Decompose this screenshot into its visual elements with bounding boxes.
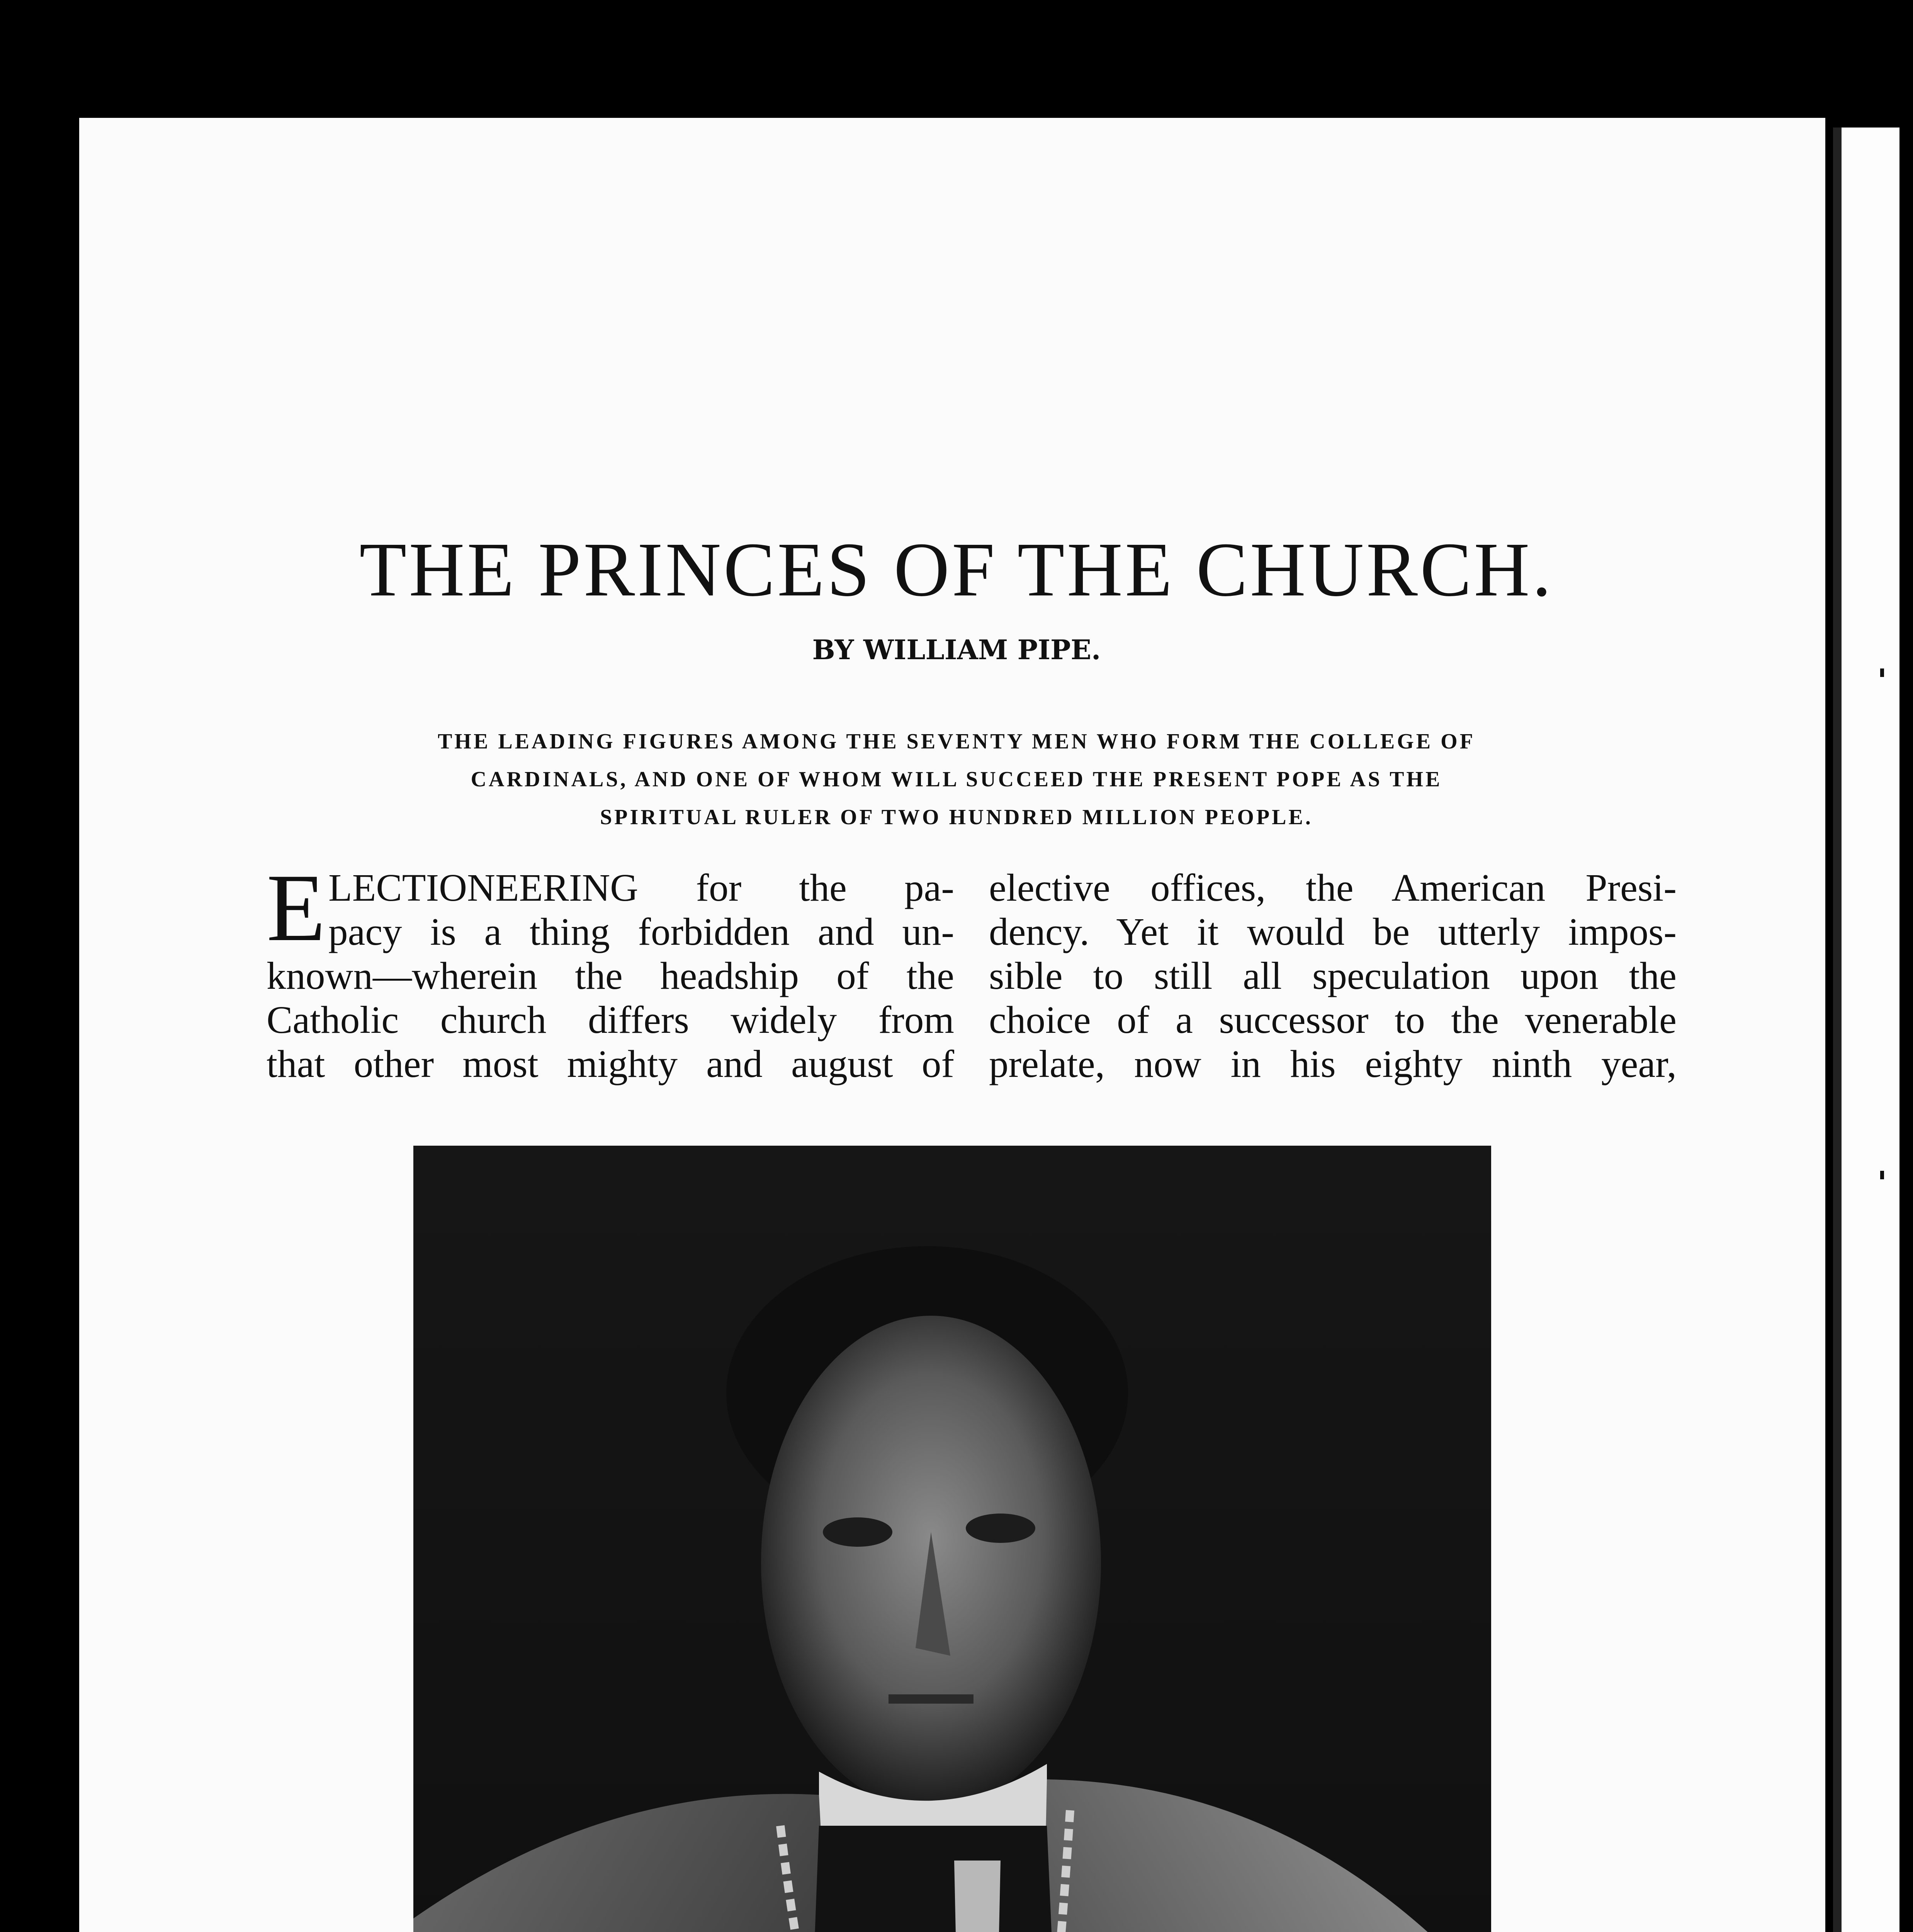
body-column-left — [267, 854, 954, 1086]
text-line: choice of a successor to the venerable — [989, 998, 1677, 1041]
text-line: known—wherein the headship of the — [267, 954, 954, 997]
deck-line: THE LEADING FIGURES AMONG THE SEVENTY MEN WHO FORM THE COLLEGE OF — [438, 730, 1475, 753]
text-line: LECTIONEERING for the pa- — [328, 866, 954, 909]
edge-mark — [1880, 668, 1884, 677]
text-line: that other most mighty and august of — [267, 1042, 954, 1085]
text-line: Catholic church differs widely from — [267, 998, 954, 1041]
portrait-image — [413, 1146, 1491, 1932]
text-line: dency. Yet it would be utterly impos- — [989, 910, 1677, 953]
text-line: sible to still all speculation upon the — [989, 954, 1677, 997]
portrait-photograph — [413, 1146, 1491, 1932]
body-column-right — [989, 866, 1677, 1086]
text-line: pacy is a thing forbidden and un- — [328, 910, 954, 953]
edge-mark — [1880, 1171, 1884, 1179]
article-deck — [0, 723, 1913, 836]
article-title: THE PRINCES OF THE CHURCH. — [359, 527, 1554, 612]
deck-line: SPIRITUAL RULER OF TWO HUNDRED MILLION PEOPLE. — [600, 805, 1313, 829]
author-byline: BY WILLIAM PIPE. — [812, 634, 1101, 666]
next-page-edge — [1833, 128, 1899, 1932]
text-line: elective offices, the American Presi- — [989, 866, 1677, 909]
drop-cap: E — [267, 854, 326, 961]
text-line: prelate, now in his eighty ninth year, — [989, 1042, 1677, 1085]
deck-line: CARDINALS, AND ONE OF WHOM WILL SUCCEED THE PRESENT POPE AS THE — [471, 767, 1442, 791]
